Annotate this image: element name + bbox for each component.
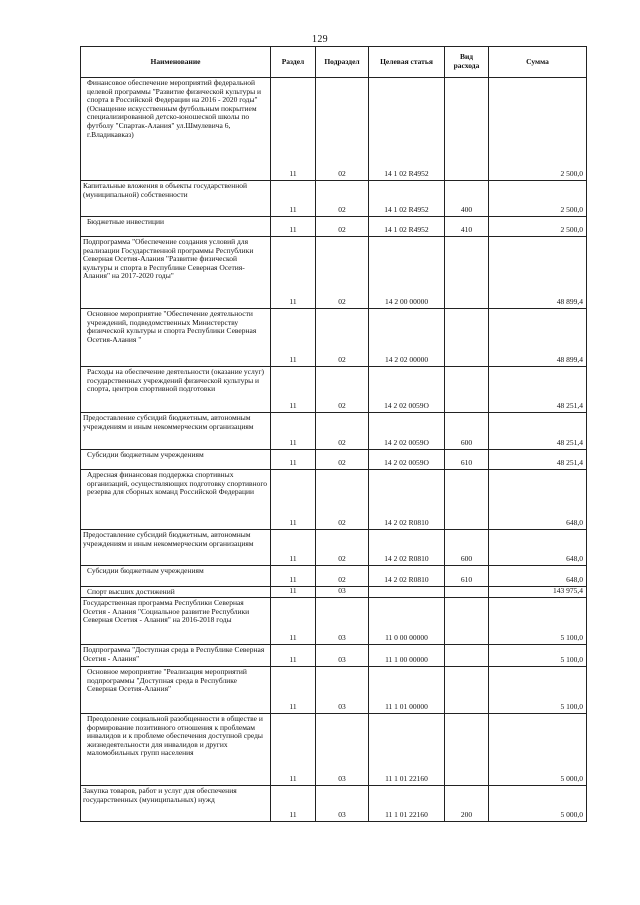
table-row [81, 786, 587, 822]
header-sum: Сумма [489, 47, 587, 78]
row-sum: 648,0 [489, 566, 587, 587]
row-subsection: 02 [316, 309, 369, 367]
row-target: 11 1 01 22160 [369, 786, 445, 822]
table-row [81, 237, 587, 309]
table-row [81, 598, 587, 645]
row-name: Субсидии бюджетным учреждениям [81, 450, 271, 470]
table-header [81, 47, 587, 78]
row-expense-type: 610 [445, 450, 489, 470]
table-row [81, 530, 587, 566]
row-name: Субсидии бюджетным учреждениям [81, 566, 271, 587]
table-row [81, 217, 587, 237]
row-expense-type [445, 367, 489, 413]
row-sum: 48 899,4 [489, 237, 587, 309]
row-subsection: 02 [316, 530, 369, 566]
row-section: 11 [271, 237, 316, 309]
row-expense-type [445, 587, 489, 598]
row-name: Преодоление социальной разобщенности в обществе и формирование позитивного отношения к проблемам инвалидов и к проблеме обеспечения доступной среды жизнедеятельности для инвалидов и других маломобильных групп населения [81, 714, 271, 786]
row-target: 14 1 02 R4952 [369, 181, 445, 217]
row-name: Подпрограмма "Обеспечение создания условий для реализации Государственной программы Республики Северная Осетия-Алания "Развитие физической культуры и спорта в Республике Северная Осетия-Алания" на 2017-2020 годы" [81, 237, 271, 309]
row-target: 14 2 00 00000 [369, 237, 445, 309]
row-sum: 2 500,0 [489, 78, 587, 181]
table-row [81, 181, 587, 217]
row-sum: 143 975,4 [489, 587, 587, 598]
row-name: Бюджетные инвестиции [81, 217, 271, 237]
row-target: 14 1 02 R4952 [369, 217, 445, 237]
row-section: 11 [271, 470, 316, 530]
header-expense-type: Вид расхода [445, 47, 489, 78]
row-section: 11 [271, 667, 316, 714]
row-subsection: 03 [316, 645, 369, 667]
row-target: 14 1 02 R4952 [369, 78, 445, 181]
row-target [369, 587, 445, 598]
row-target: 11 1 00 00000 [369, 645, 445, 667]
row-sum: 648,0 [489, 530, 587, 566]
row-expense-type [445, 470, 489, 530]
table-row [81, 566, 587, 587]
row-sum: 2 500,0 [489, 181, 587, 217]
row-subsection: 02 [316, 237, 369, 309]
row-target: 14 2 02 R0810 [369, 566, 445, 587]
row-expense-type: 610 [445, 566, 489, 587]
row-subsection: 02 [316, 413, 369, 450]
row-subsection: 02 [316, 78, 369, 181]
row-sum: 5 100,0 [489, 598, 587, 645]
row-subsection: 02 [316, 450, 369, 470]
row-section: 11 [271, 598, 316, 645]
row-sum: 48 251,4 [489, 450, 587, 470]
row-expense-type [445, 714, 489, 786]
row-name: Закупка товаров, работ и услуг для обеспечения государственных (муниципальных) нужд [81, 786, 271, 822]
row-section: 11 [271, 714, 316, 786]
row-subsection: 02 [316, 367, 369, 413]
row-section: 11 [271, 367, 316, 413]
row-section: 11 [271, 566, 316, 587]
page-number: 129 [312, 34, 328, 45]
row-expense-type [445, 237, 489, 309]
row-expense-type: 200 [445, 786, 489, 822]
row-name: Спорт высших достижений [81, 587, 271, 598]
row-target: 11 0 00 00000 [369, 598, 445, 645]
row-section: 11 [271, 78, 316, 181]
table-row [81, 667, 587, 714]
row-expense-type [445, 645, 489, 667]
header-subsection: Подраздел [316, 47, 369, 78]
row-expense-type: 600 [445, 413, 489, 450]
row-target: 14 2 02 R0810 [369, 470, 445, 530]
header-target: Целевая статья [369, 47, 445, 78]
row-name: Финансовое обеспечение мероприятий федеральной целевой программы "Развитие физической культуры и спорта в Российской Федерации на 2016 - 2020 годы" (Оснащение искусственным футбольным покрытием специализированной детско-юношеской школы по футболу "Спартак-Алания" ул.Шмулевича 6, г.Владикавказ) [81, 78, 271, 181]
row-target: 11 1 01 22160 [369, 714, 445, 786]
table-row [81, 470, 587, 530]
row-subsection: 03 [316, 587, 369, 598]
row-subsection: 03 [316, 667, 369, 714]
row-section: 11 [271, 181, 316, 217]
row-section: 11 [271, 413, 316, 450]
row-name: Капитальные вложения в объекты государственной (муниципальной) собственности [81, 181, 271, 217]
row-expense-type: 400 [445, 181, 489, 217]
header-row [81, 47, 587, 78]
row-expense-type [445, 598, 489, 645]
header-section: Раздел [271, 47, 316, 78]
row-target: 14 2 02 0059О [369, 450, 445, 470]
budget-table [80, 46, 587, 822]
header-name: Наименование [81, 47, 271, 78]
row-name: Основное мероприятие "Реализация мероприятий подпрограммы "Доступная среда в Республике Северная Осетия-Алания" [81, 667, 271, 714]
row-name: Адресная финансовая поддержка спортивных организаций, осуществляющих подготовку спортивного резерва для сборных команд Российской Федерации [81, 470, 271, 530]
row-name: Предоставление субсидий бюджетным, автономным учреждениям и иным некоммерческим организациям [81, 530, 271, 566]
row-subsection: 02 [316, 181, 369, 217]
table-row [81, 450, 587, 470]
row-subsection: 02 [316, 217, 369, 237]
row-sum: 5 100,0 [489, 645, 587, 667]
row-section: 11 [271, 309, 316, 367]
table-row [81, 367, 587, 413]
row-sum: 5 000,0 [489, 714, 587, 786]
row-name: Основное мероприятие "Обеспечение деятельности учреждений, подведомственных Министерству физической культуры и спорта Республики Северная Осетия-Алания " [81, 309, 271, 367]
row-expense-type [445, 667, 489, 714]
row-name: Государственная программа Республики Северная Осетия - Алания "Социальное развитие Республики Северная Осетия - Алания" на 2016-2018 годы [81, 598, 271, 645]
row-subsection: 03 [316, 714, 369, 786]
row-name: Расходы на обеспечение деятельности (оказание услуг) государственных учреждений физической культуры и спорта, центров спортивной подготовки [81, 367, 271, 413]
row-sum: 48 251,4 [489, 367, 587, 413]
row-section: 11 [271, 450, 316, 470]
row-expense-type [445, 78, 489, 181]
row-sum: 2 500,0 [489, 217, 587, 237]
table-row [81, 78, 587, 181]
row-expense-type [445, 309, 489, 367]
row-sum: 48 899,4 [489, 309, 587, 367]
row-subsection: 02 [316, 566, 369, 587]
row-sum: 5 100,0 [489, 667, 587, 714]
row-subsection: 02 [316, 470, 369, 530]
row-target: 14 2 02 0059О [369, 413, 445, 450]
row-sum: 5 000,0 [489, 786, 587, 822]
row-name: Подпрограмма "Доступная среда в Республике Северная Осетия - Алания" [81, 645, 271, 667]
row-section: 11 [271, 587, 316, 598]
row-sum: 48 251,4 [489, 413, 587, 450]
row-section: 11 [271, 786, 316, 822]
table-row [81, 587, 587, 598]
row-sum: 648,0 [489, 470, 587, 530]
row-expense-type: 600 [445, 530, 489, 566]
table-row [81, 413, 587, 450]
row-section: 11 [271, 217, 316, 237]
row-target: 14 2 02 00000 [369, 309, 445, 367]
row-expense-type: 410 [445, 217, 489, 237]
row-target: 14 2 02 0059О [369, 367, 445, 413]
table-body [81, 78, 587, 822]
row-section: 11 [271, 530, 316, 566]
table-row [81, 309, 587, 367]
row-subsection: 03 [316, 598, 369, 645]
row-target: 11 1 01 00000 [369, 667, 445, 714]
row-section: 11 [271, 645, 316, 667]
row-name: Предоставление субсидий бюджетным, автономным учреждениям и иным некоммерческим организациям [81, 413, 271, 450]
table-row [81, 645, 587, 667]
row-target: 14 2 02 R0810 [369, 530, 445, 566]
table-row [81, 714, 587, 786]
row-subsection: 03 [316, 786, 369, 822]
